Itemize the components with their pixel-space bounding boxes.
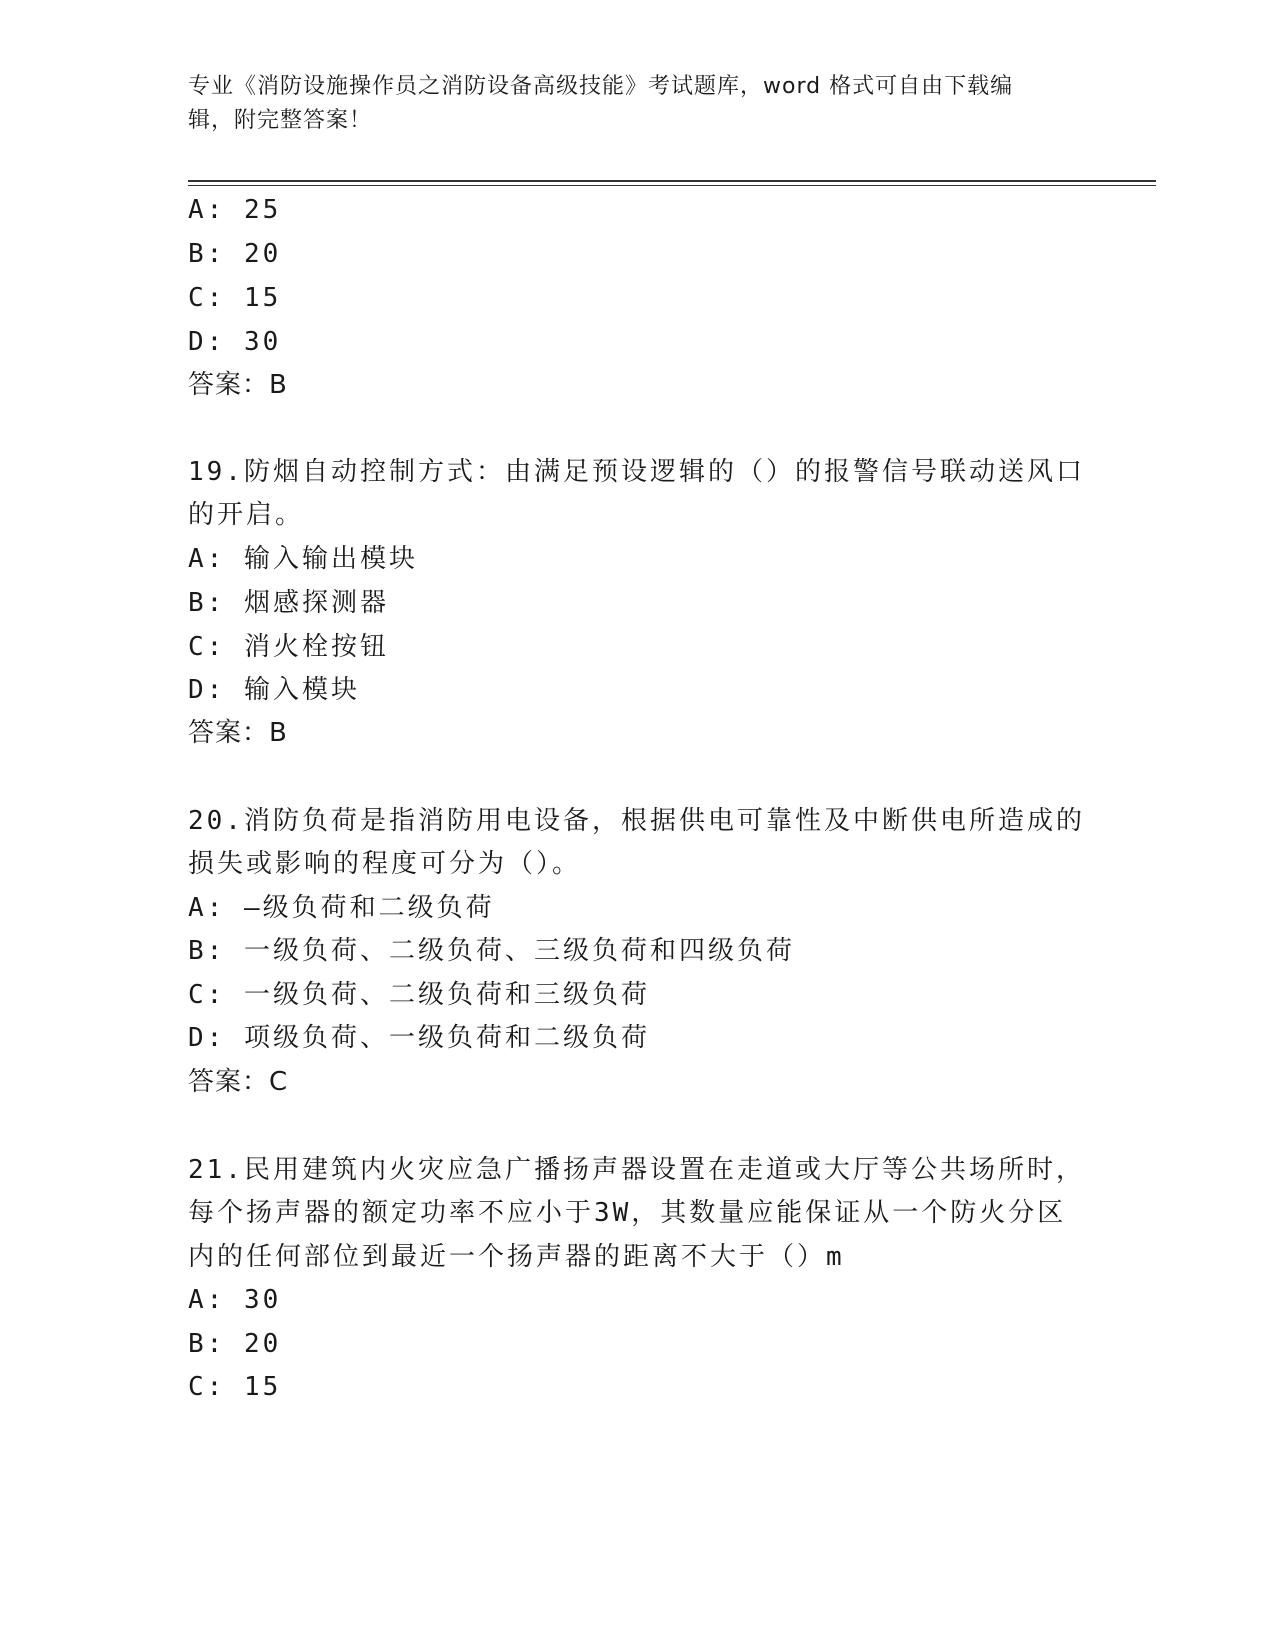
option-a: A: 25	[188, 195, 282, 225]
question-stem: 的开启。	[188, 500, 305, 530]
option-b: B: 20	[188, 1329, 282, 1359]
option-d: D: 输入模块	[188, 675, 360, 705]
option-d: D: 项级负荷、一级负荷和二级负荷	[188, 1023, 650, 1053]
question-stem: 21.民用建筑内火灾应急广播扬声器设置在走道或大厅等公共场所时，	[188, 1155, 1085, 1185]
option-c: C: 一级负荷、二级负荷和三级负荷	[188, 980, 650, 1010]
option-c: C: 消火栓按钮	[188, 632, 389, 662]
answer: 答案：C	[188, 1067, 289, 1097]
question-stem: 每个扬声器的额定功率不应小于3W，其数量应能保证从一个防火分区	[188, 1198, 1067, 1228]
option-d: D: 30	[188, 327, 282, 357]
question-stem: 19.防烟自动控制方式：由满足预设逻辑的（）的报警信号联动送风口	[188, 457, 1085, 487]
option-b: B: 一级负荷、二级负荷、三级负荷和四级负荷	[188, 936, 795, 966]
header-rule-thick	[188, 180, 1156, 182]
header-line-1: 专业《消防设施操作员之消防设备高级技能》考试题库，word 格式可自由下载编	[188, 74, 1014, 99]
option-a: A: 30	[188, 1285, 282, 1315]
document-header	[188, 70, 1068, 138]
header-line-2: 辑，附完整答案！	[188, 108, 373, 133]
answer: 答案：B	[188, 718, 288, 748]
option-c: C: 15	[188, 1372, 282, 1402]
question-stem: 内的任何部位到最近一个扬声器的距离不大于（）m	[188, 1242, 845, 1272]
question-stem: 20.消防负荷是指消防用电设备，根据供电可靠性及中断供电所造成的	[188, 806, 1085, 836]
option-b: B: 20	[188, 239, 282, 269]
option-c: C: 15	[188, 283, 282, 313]
option-a: A: 输入输出模块	[188, 544, 418, 574]
option-b: B: 烟感探测器	[188, 588, 389, 618]
question-stem: 损失或影响的程度可分为（）。	[188, 849, 582, 879]
header-rule-thin	[188, 185, 1156, 186]
option-a: A: —级负荷和二级负荷	[188, 893, 495, 923]
answer: 答案：B	[188, 370, 288, 400]
